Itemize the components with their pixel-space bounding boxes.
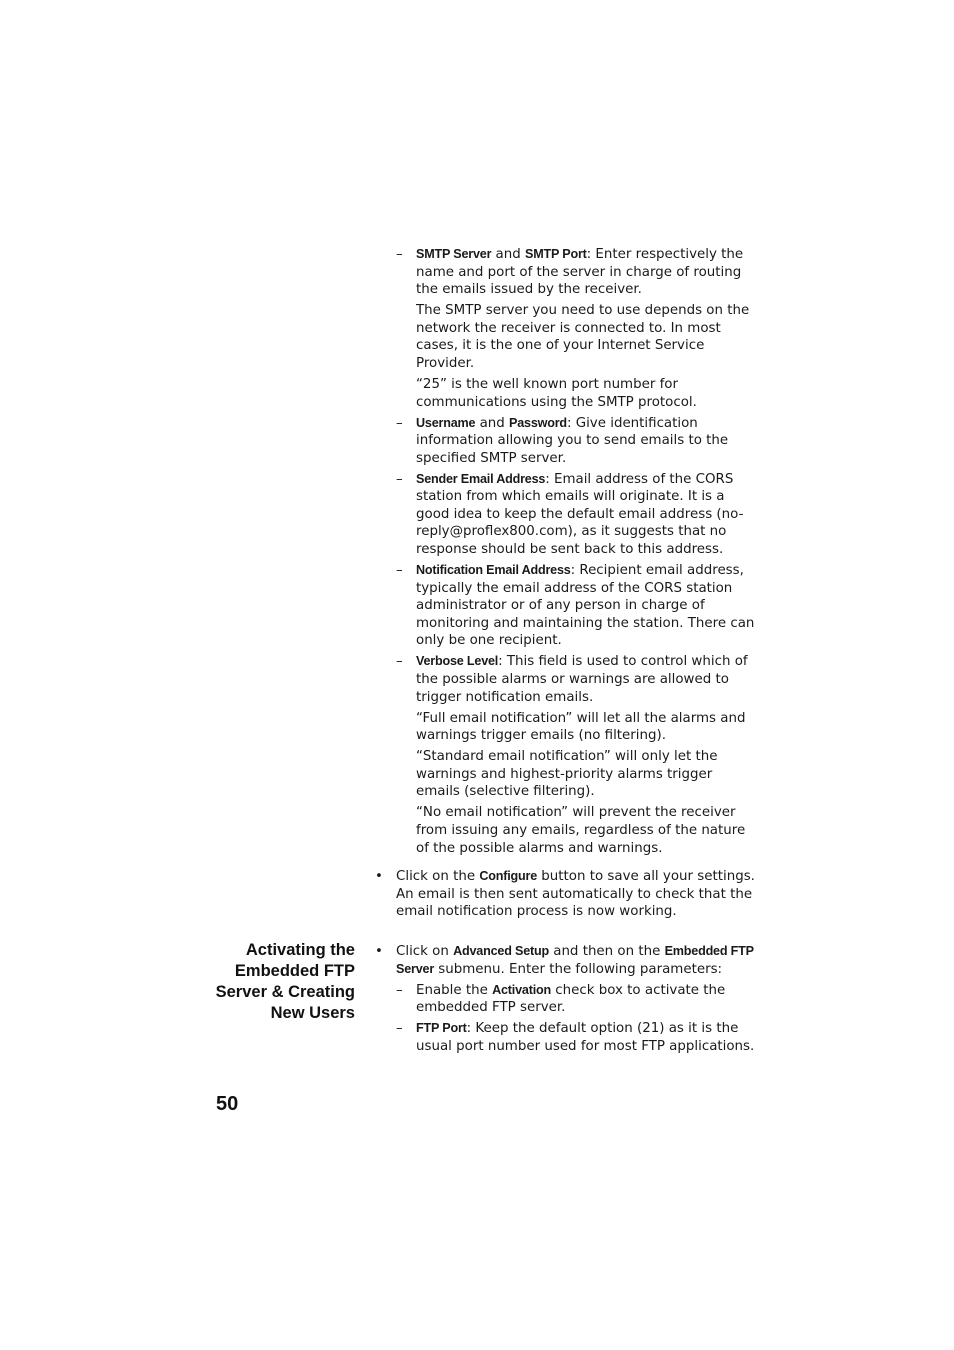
page-number: 50 [216,1093,239,1115]
verbose-none: “No email notification” will prevent the receiver from issuing any emails, regardless of the nature of the possible alarms and warnings. [416,805,746,856]
dash-marker: – [396,247,403,262]
ftp-step: • Click on Advanced Setup and then on the Embedded FTP Server submenu. Enter the following parameters: [375,944,754,977]
username-password-desc: : Give identification information allowing you to send emails to the specified SMTP server. [416,415,729,466]
smtp-desc: : Enter respectively the name and port of the server in charge of routing the emails issued by the receiver. [416,247,744,298]
activation-desc: check box to activate the embedded FTP server. [416,982,726,1016]
bullet-marker: • [375,869,383,885]
heading-line: Activating the [245,941,355,959]
main-column-top [375,246,755,924]
verbose-full: “Full email notification” will let all the alarms and warnings trigger emails (no filtering). [416,710,746,744]
dash-marker: – [396,982,403,998]
smtp-note-1: The SMTP server you need to use depends on the network the receiver is connected to. In most cases, it is the one of your Internet Service Provider. [416,303,750,371]
notification-email-item [375,562,755,650]
notification-email-desc: : Recipient email address, typically the email address of the CORS station administrator or of any person in charge of monitoring and maintaining the station. There can only be one recipient. [416,563,755,649]
heading-line: Server & Creating [215,983,355,1001]
ftp-port-item [375,1020,755,1055]
dash-marker: – [396,1021,403,1037]
verbose-level-item [375,653,755,706]
smtp-note-2: “25” is the well known port number for communications using the SMTP protocol. [416,376,697,410]
ftp-step-desc: submenu. Enter the following parameters: [434,961,723,977]
configure-term: Configure [479,869,538,884]
username-password-item: – Username and Password: Give identification information allowing you to send emails to the specified SMTP server. [396,415,729,466]
configure-step: • Click on the Configure button to save all your settings. An email is then sent automatically to check that the email notification process is now working. [375,869,755,920]
dash-marker: – [396,471,403,487]
ftp-port-term: FTP Port [416,1021,467,1036]
main-column-ftp [375,943,755,1059]
username-term: Username [416,415,476,430]
ftp-port-desc: : Keep the default option (21) as it is the usual port number used for most FTP applications. [416,1021,755,1054]
bullet-marker: • [375,944,383,959]
embedded-ftp-server-term: Embedded FTP Server [396,944,754,976]
heading-line: Embedded FTP [234,962,355,980]
smtp-port-term: SMTP Port [525,247,587,261]
smtp-item: – SMTP Server and SMTP Port: Enter respectively the name and port of the server in charge of routing the emails issued by the receiver. [396,247,744,298]
sender-email-desc: : Email address of the CORS station from which emails will originate. It is a good idea to keep the default email address (no-reply@proflex800.com), as it suggests that no response should be sent back to this address. [416,471,744,558]
dash-marker: – [396,563,403,579]
verbose-level-desc: : This field is used to control which of the possible alarms or warnings are allowed to trigger notification emails. [416,654,748,705]
sender-email-item [375,471,755,559]
dash-marker: – [396,654,403,670]
sender-email-term: Sender Email Address [416,471,546,486]
password-term: Password [509,415,567,430]
verbose-standard: “Standard email notification” will only let the warnings and highest-priority alarms trigger emails (selective filtering). [416,749,718,800]
configure-desc: button to save all your settings. An email is then sent automatically to check that the email notification process is now working. [396,869,755,920]
section-heading [200,940,355,1024]
notification-email-term: Notification Email Address [416,563,571,578]
verbose-level-term: Verbose Level [416,654,499,669]
smtp-server-term: SMTP Server [416,247,492,261]
activation-item: – Enable the Activation check box to activate the embedded FTP server. [396,982,726,1016]
advanced-setup-term: Advanced Setup [453,944,549,958]
heading-line: New Users [270,1004,355,1022]
activation-term: Activation [492,982,551,997]
dash-marker: – [396,415,403,431]
